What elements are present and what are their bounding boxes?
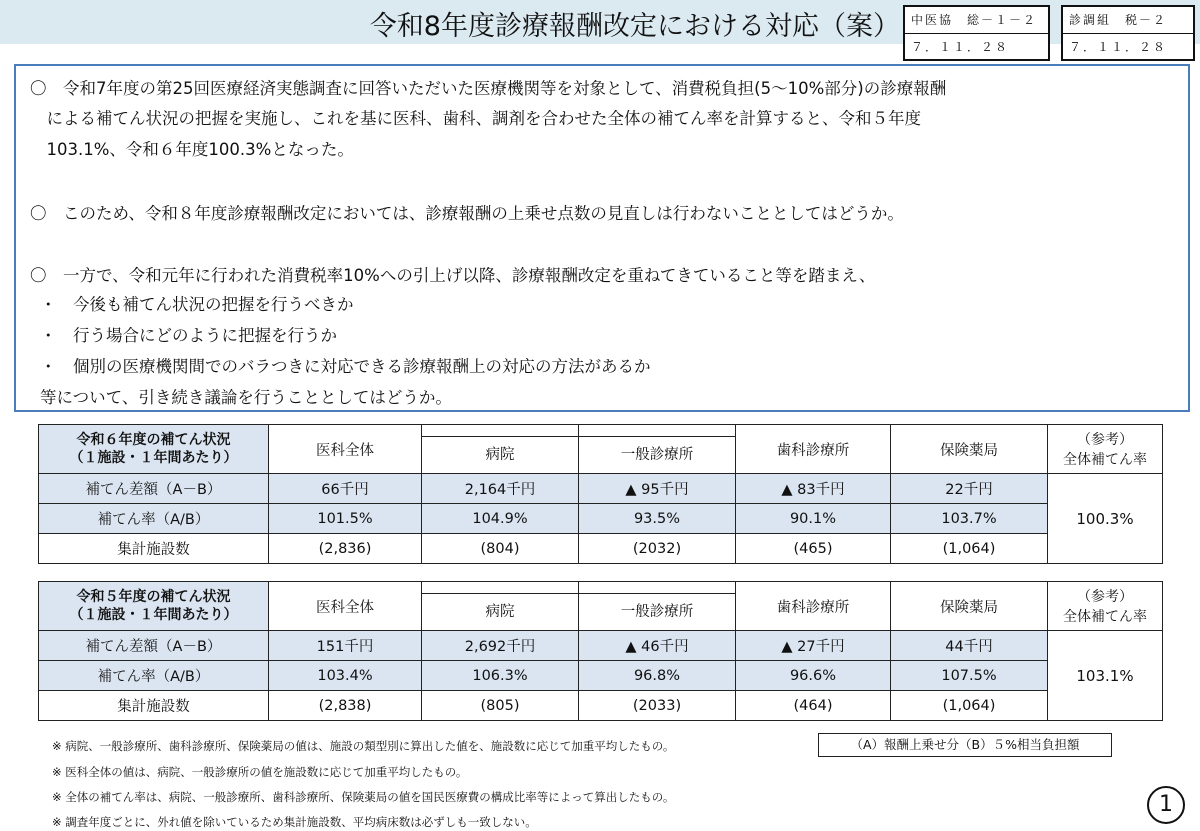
table-cell: ▲ 83千円 (736, 474, 891, 504)
table-cell: (464) (736, 691, 891, 721)
summary-bullet: ・ 個別の医療機関間でのバラつきに対応できる診療報酬上の対応の方法があるか (40, 357, 651, 376)
table-cell: (1,064) (891, 691, 1048, 721)
row-label: 集計施設数 (39, 534, 269, 564)
table-cell: (2,836) (269, 534, 422, 564)
column-header: 保険薬局 (891, 425, 1048, 474)
column-header-label: 病院 (422, 593, 578, 630)
table-cell: 151千円 (269, 631, 422, 661)
legend-box: （A）報酬上乗せ分（B）５%相当負担額 (818, 733, 1112, 757)
table-cell: (465) (736, 534, 891, 564)
reference-header: （参考） 全体補てん率 (1048, 582, 1163, 631)
summary-line: による補てん状況の把握を実施し、これを基に医科、歯科、調剤を合わせた全体の補てん率を計算すると、令和５年度 (30, 109, 921, 128)
table-cell: 2,692千円 (422, 631, 579, 661)
summary-line: 等について、引き続き議論を行うこととしてはどうか。 (40, 388, 452, 407)
table-row (39, 474, 1163, 504)
column-header: 医科全体 (269, 582, 422, 631)
row-label: 集計施設数 (39, 691, 269, 721)
column-header-label: 一般診療所 (579, 436, 735, 473)
compensation-table (38, 424, 1163, 564)
row-label: 補てん差額（A－B） (39, 474, 269, 504)
table-cell: (2033) (579, 691, 736, 721)
table-cell: (2,838) (269, 691, 422, 721)
footnote: ※ 調査年度ごとに、外れ値を除いているため集計施設数、平均病床数は必ずしも一致しない。 (52, 815, 537, 829)
table-cell: 106.3% (422, 661, 579, 691)
doc-code: 中医協 総－１－２ (905, 7, 1048, 34)
overall-rate: 100.3% (1048, 474, 1163, 564)
table-cell: 103.7% (891, 504, 1048, 534)
table-cell: 90.1% (736, 504, 891, 534)
footnote: ※ 病院、一般診療所、歯科診療所、保険薬局の値は、施設の類型別に算出した値を、施設数に応じて加重平均したもの。 (52, 739, 675, 753)
column-header-label: 病院 (422, 436, 578, 473)
summary-line: 〇 一方で、令和元年に行われた消費税率10%への引上げ以降、診療報酬改定を重ねてきていること等を踏まえ、 (30, 266, 876, 285)
summary-bullet: ・ 行う場合にどのように把握を行うか (40, 326, 337, 345)
row-label: 補てん差額（A－B） (39, 631, 269, 661)
summary-bullet: ・ 今後も補てん状況の把握を行うべきか (40, 295, 354, 314)
row-label: 補てん率（A/B） (39, 661, 269, 691)
table-cell: 103.4% (269, 661, 422, 691)
column-header: 歯科診療所 (736, 582, 891, 631)
page-number: 1 (1147, 786, 1185, 824)
doc-date: ７．１１．２８ (1069, 40, 1168, 54)
table-row (39, 631, 1163, 661)
header-row (39, 425, 1163, 474)
table-cell: 104.9% (422, 504, 579, 534)
table-row (39, 534, 1163, 564)
summary-line: 103.1%、令和６年度100.3%となった。 (30, 140, 354, 159)
column-header: 歯科診療所 (736, 425, 891, 474)
table-cell: (804) (422, 534, 579, 564)
doc-code: 診調組 税－２ (1063, 7, 1193, 34)
doc-id-box-shinchoso (1061, 5, 1195, 61)
table-cell: ▲ 95千円 (579, 474, 736, 504)
table-cell: 96.8% (579, 661, 736, 691)
table-cell: (1,064) (891, 534, 1048, 564)
footnote: ※ 全体の補てん率は、病院、一般診療所、歯科診療所、保険薬局の値を国民医療費の構成比率等によって算出したもの。 (52, 790, 675, 804)
table-row (39, 661, 1163, 691)
doc-date: ７．１１．２８ (911, 40, 1010, 54)
table-cell: 93.5% (579, 504, 736, 534)
table-cell: 101.5% (269, 504, 422, 534)
summary-line: 〇 このため、令和８年度診療報酬改定においては、診療報酬の上乗せ点数の見直しは行わないこととしてはどうか。 (30, 204, 904, 223)
table-cell: 44千円 (891, 631, 1048, 661)
table-title: 令和５年度の補てん状況 （１施設・１年間あたり） (39, 582, 269, 631)
summary-line: 〇 令和7年度の第25回医療経済実態調査に回答いただいた医療機関等を対象として、消費税負担(5～10%部分)の診療報酬 (30, 79, 947, 98)
table-cell: ▲ 46千円 (579, 631, 736, 661)
column-header (579, 425, 736, 474)
column-header: 医科全体 (269, 425, 422, 474)
table-cell: 2,164千円 (422, 474, 579, 504)
column-header (579, 582, 736, 631)
table-cell: 107.5% (891, 661, 1048, 691)
row-label: 補てん率（A/B） (39, 504, 269, 534)
table-title: 令和６年度の補てん状況 （１施設・１年間あたり） (39, 425, 269, 474)
table-cell: 66千円 (269, 474, 422, 504)
column-header: 保険薬局 (891, 582, 1048, 631)
doc-id-box-chuikyo (903, 5, 1050, 61)
page-title: 令和8年度診療報酬改定における対応（案） (369, 11, 900, 42)
footnote: ※ 医科全体の値は、病院、一般診療所の値を施設数に応じて加重平均したもの。 (52, 765, 468, 779)
header-row (39, 582, 1163, 631)
table-cell: 96.6% (736, 661, 891, 691)
table-cell: (2032) (579, 534, 736, 564)
column-header (422, 425, 579, 474)
table-row (39, 691, 1163, 721)
table-cell: (805) (422, 691, 579, 721)
reference-header: （参考） 全体補てん率 (1048, 425, 1163, 474)
compensation-table (38, 581, 1163, 721)
table-row (39, 504, 1163, 534)
table-cell: ▲ 27千円 (736, 631, 891, 661)
overall-rate: 103.1% (1048, 631, 1163, 721)
column-header-label: 一般診療所 (579, 593, 735, 630)
column-header (422, 582, 579, 631)
table-cell: 22千円 (891, 474, 1048, 504)
